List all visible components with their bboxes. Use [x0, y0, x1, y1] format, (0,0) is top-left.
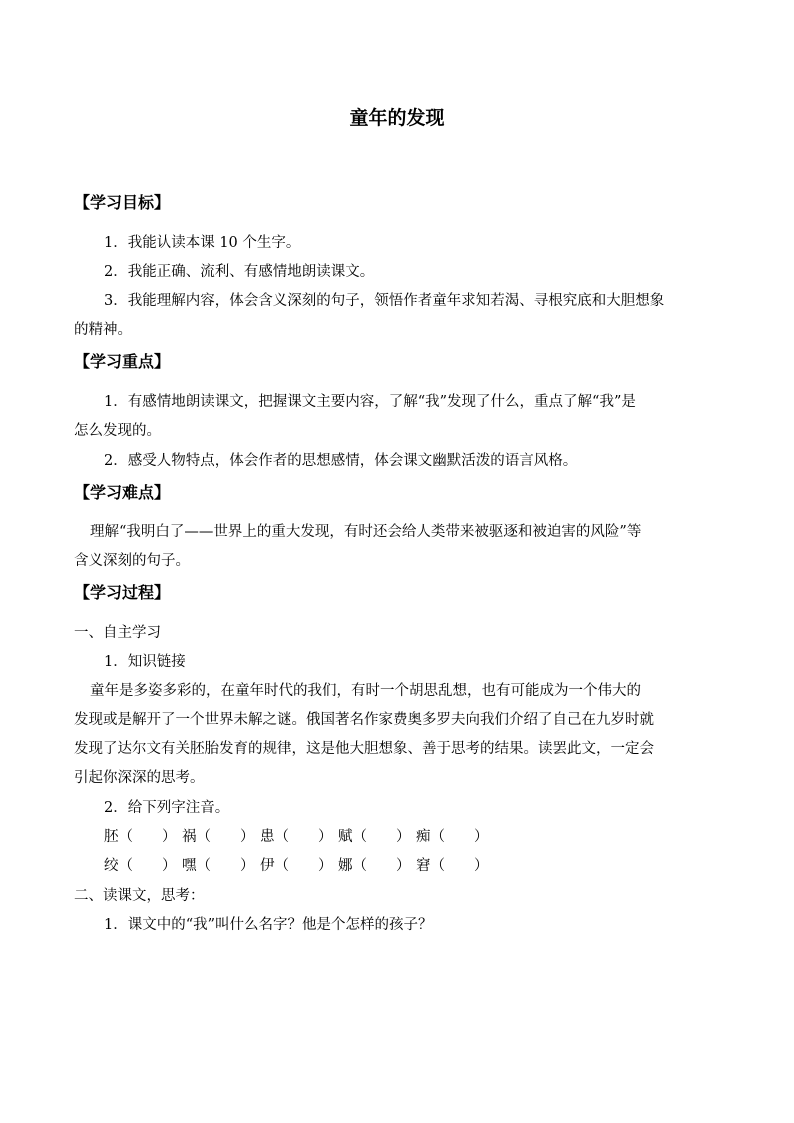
section-heading-key-points: 【学习重点】: [74, 352, 171, 371]
sub2-title: 2．给下列字注音。: [104, 800, 230, 816]
key-point-item-1: 1．有感情地朗读课文，把握课文主要内容，了解“我”发现了什么，重点了解“我”是: [104, 394, 636, 410]
answer-blank[interactable]: （ ）: [274, 858, 333, 874]
question-1: 1．课文中的“我”叫什么名字？他是个怎样的孩子？: [104, 917, 433, 933]
answer-blank[interactable]: （ ）: [430, 858, 489, 874]
intro-paragraph-line-1: 童年是多姿多彩的，在童年时代的我们，有时一个胡思乱想，也有可能成为一个伟大的: [90, 683, 641, 699]
pinyin-row-1: [104, 826, 494, 848]
answer-blank[interactable]: （ ）: [118, 829, 177, 845]
pinyin-row-2: [104, 855, 494, 877]
goal-item-2: 2．我能正确、流利、有感情地朗读课文。: [104, 264, 375, 280]
pinyin-item: 绞（ ）: [104, 855, 182, 877]
difficulty-text: 理解“我明白了——世界上的重大发现，有时还会给人类带来被驱逐和被迫害的风险”等: [90, 524, 642, 540]
intro-paragraph-line-4: 引起你深深的思考。: [74, 770, 205, 786]
goal-item-1: 1．我能认读本课 10 个生字。: [104, 235, 301, 251]
answer-blank[interactable]: （ ）: [352, 858, 411, 874]
answer-blank[interactable]: （ ）: [430, 829, 489, 845]
page-title: 童年的发现: [349, 107, 445, 129]
intro-paragraph-line-3: 发现了达尔文有关胚胎发育的规律，这是他大胆想象、善于思考的结果。读罢此文，一定会: [74, 741, 654, 757]
sub1-title: 1．知识链接: [104, 654, 186, 670]
pinyin-item: 祸（ ）: [182, 826, 260, 848]
pinyin-item: 娜（ ）: [338, 855, 416, 877]
answer-blank[interactable]: （ ）: [196, 829, 255, 845]
goal-item-3: 3．我能理解内容，体会含义深刻的句子，领悟作者童年求知若渴、寻根究底和大胆想象: [104, 293, 665, 309]
goal-item-3-cont: 的精神。: [74, 322, 132, 338]
answer-blank[interactable]: （ ）: [274, 829, 333, 845]
key-point-item-1-cont: 怎么发现的。: [74, 423, 161, 439]
answer-blank[interactable]: （ ）: [196, 858, 255, 874]
pinyin-item: 伊（ ）: [260, 855, 338, 877]
pinyin-item: 胚（ ）: [104, 826, 182, 848]
pinyin-item: 患（ ）: [260, 826, 338, 848]
pinyin-item: 赋（ ）: [338, 826, 416, 848]
part2-title: 二、读课文，思考：: [74, 888, 205, 904]
answer-blank[interactable]: （ ）: [118, 858, 177, 874]
intro-paragraph-line-2: 发现或是解开了一个世界未解之谜。俄国著名作家费奥多罗夫向我们介绍了自己在九岁时就: [74, 712, 654, 728]
key-point-item-2: 2．感受人物特点，体会作者的思想感情，体会课文幽默活泼的语言风格。: [104, 453, 578, 469]
answer-blank[interactable]: （ ）: [352, 829, 411, 845]
pinyin-item: 痴（ ）: [416, 826, 494, 848]
section-heading-goals: 【学习目标】: [74, 193, 171, 212]
pinyin-item: 嘿（ ）: [182, 855, 260, 877]
difficulty-text-cont: 含义深刻的句子。: [74, 553, 190, 569]
section-heading-difficulties: 【学习难点】: [74, 483, 171, 502]
part1-title: 一、自主学习: [74, 625, 161, 641]
section-heading-process: 【学习过程】: [74, 583, 171, 602]
pinyin-item: 窘（ ）: [416, 855, 494, 877]
